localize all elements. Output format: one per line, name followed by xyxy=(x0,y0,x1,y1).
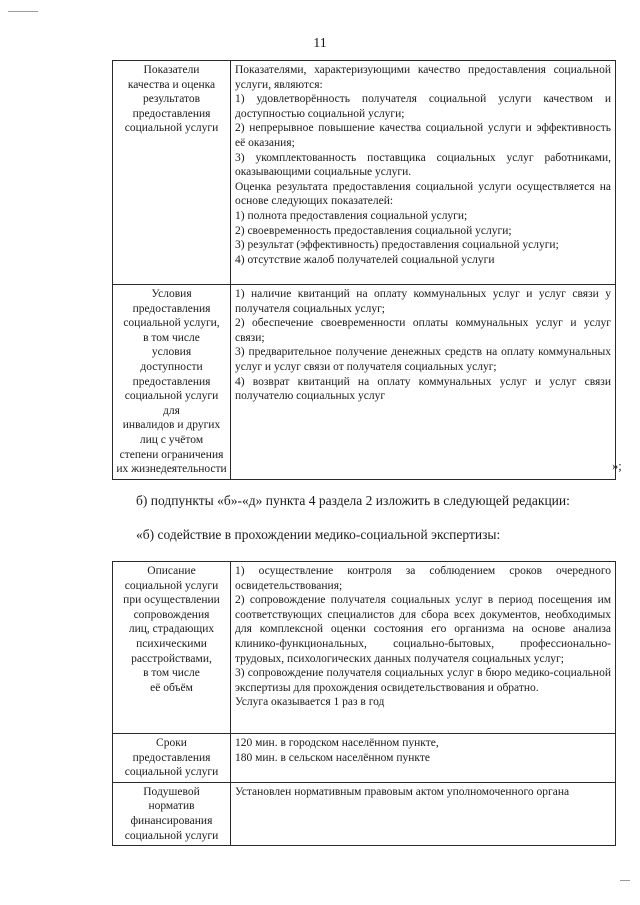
text-line: 180 мин. в сельском населённом пункте xyxy=(235,751,430,764)
indicators-table xyxy=(112,60,616,480)
table-row xyxy=(113,61,616,285)
row-value xyxy=(231,562,616,734)
text-line: 1) удовлетворённость получателя социальной услуги качеством и доступностью социальной услуги; xyxy=(235,93,611,120)
page-number: 11 xyxy=(313,36,327,51)
row-label: Условия предоставления социальной услуги, в том числе условия доступности предоставления социальной услуги для инвалидов и других лиц с учётом степени ограничения их жизнедеятельности xyxy=(113,285,231,480)
text-line: 2) своевременность предоставления социальной услуги; xyxy=(235,224,512,237)
text-line: 3) результат (эффективность) предоставления социальной услуги; xyxy=(235,239,559,252)
row-value xyxy=(231,285,616,480)
text-line: 4) отсутствие жалоб получателей социальной услуги xyxy=(235,253,495,266)
text-line: 2) непрерывное повышение качества социальной услуги и эффективность её оказания; xyxy=(235,122,611,149)
text-line: 4) возврат квитанций на оплату коммунальных услуг и услуг связи получателю социальных услуг xyxy=(235,375,611,403)
text-line: 120 мин. в городском населённом пункте, xyxy=(235,737,439,749)
closing-quote: »; xyxy=(612,459,622,473)
text-line: Оценка результата предоставления социальной услуги осуществляется на основе следующих показателей: xyxy=(235,180,611,208)
row-label: Показатели качества и оценка результатов предоставления социальной услуги xyxy=(113,61,231,285)
table-row xyxy=(113,782,616,845)
text-line: 2) сопровождение получателя социальных услуг в период посещения им соответствующих специалистов для сбора всех документов, необходимых для комплексной оценки состояния его организма на основе анализа клинико-функциональных, социально-бытовых, профессионально-трудовых, психологических данных получателя социальных услуг; xyxy=(235,594,611,665)
scan-artifact xyxy=(620,880,630,881)
subsection-heading: «б) содействие в прохождении медико-социальной экспертизы: xyxy=(136,527,501,542)
row-label: Сроки предоставления социальной услуги xyxy=(113,734,231,783)
table-row xyxy=(113,734,616,783)
text-line: 1) наличие квитанций на оплату коммунальных услуг и услуг связи у получателя социальных услуг; xyxy=(235,288,611,315)
row-value xyxy=(231,61,616,285)
text-line: 3) укомплектованность поставщика социальных услуг работниками, оказывающими социальные услуги. xyxy=(235,151,611,179)
service-table xyxy=(112,561,616,846)
amendment-paragraph: б) подпункты «б»-«д» пункта 4 раздела 2 изложить в следующей редакции: xyxy=(136,493,570,508)
row-label: Описание социальной услуги при осуществлении сопровождения лиц, страдающих психическими расстройствами, в том числе её объём xyxy=(113,562,231,734)
row-label: Подушевой норматив финансирования социальной услуги xyxy=(113,782,231,845)
text-line: 2) обеспечение своевременности оплаты коммунальных услуг и услуг связи; xyxy=(235,317,611,344)
table-row xyxy=(113,285,616,480)
text-line: 1) полнота предоставления социальной услуги; xyxy=(235,209,468,222)
text-line: 3) предварительное получение денежных средств на оплату коммунальных услуг и услуг связи от получателя социальных услуг; xyxy=(235,346,611,373)
row-value xyxy=(231,734,616,783)
row-value xyxy=(231,782,616,845)
text-line: Установлен нормативным правовым актом уполномоченного органа xyxy=(235,785,570,798)
scan-artifact xyxy=(8,11,38,12)
text-line: Показателями, характеризующими качество предоставления социальной услуги, являются: xyxy=(235,64,611,91)
text-line: 3) сопровождение получателя социальных услуг в бюро медико-социальной экспертизы для прохождения освидетельствования и обратно. xyxy=(235,667,611,694)
text-line: Услуга оказывается 1 раз в год xyxy=(235,696,385,709)
table-row xyxy=(113,562,616,734)
text-line: 1) осуществление контроля за соблюдением сроков очередного освидетельствования; xyxy=(235,565,611,592)
